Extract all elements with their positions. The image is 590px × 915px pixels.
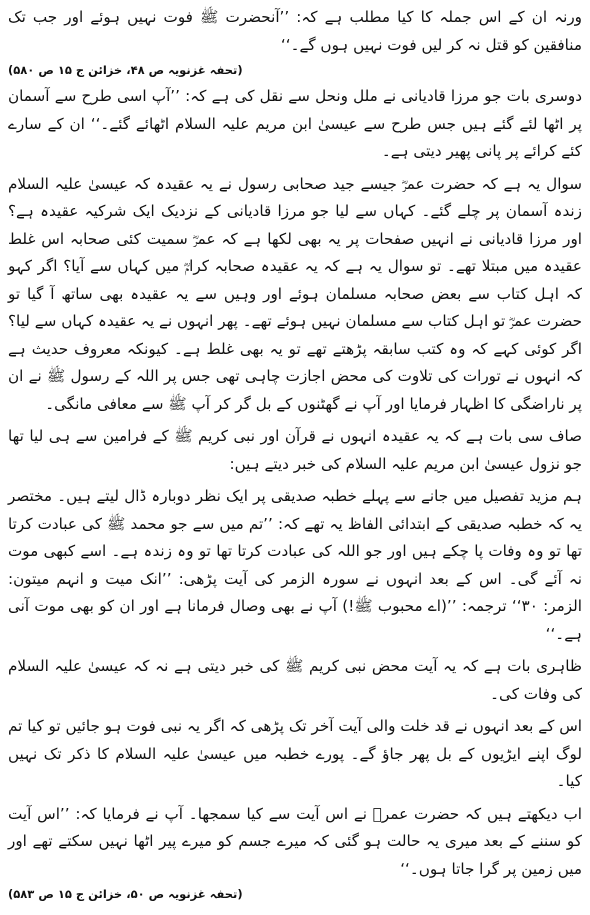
paragraph-6: ظاہری بات ہے کہ یہ آیت محض نبی کریم ﷺ کی خبر دیتی ہے نہ کہ عیسیٰ علیہ السلام کی وفات کی۔ (8, 657, 582, 703)
reference-citation-1: (تحفہ غزنویہ ص ۴۸، خزائن ج ۱۵ ص ۵۸۰) (8, 63, 243, 77)
paragraph-8: اب دیکھتے ہیں کہ حضرت عمرؓ نے اس آیت سے کیا سمجھا۔ آپ نے فرمایا کہ: ’’اس آیت کو سننے کے بعد میری یہ حالت ہو گئی کہ میرے جسم کو میرے پیر اٹھا نہیں سکتے تھے اور میں زمین پر گرا جاتا ہوں۔‘‘ (8, 804, 582, 878)
paragraph-7: اس کے بعد انہوں نے قد خلت والی آیت آخر تک پڑھی کہ اگر یہ نبی فوت ہو جائیں تو کیا تم لوگ اپنے ایڑیوں کے بل پھر جاؤ گے۔ پورے خطبہ میں عیسیٰ علیہ السلام کا ذکر تک نہیں کیا۔ (8, 717, 582, 790)
reference-citation-2: (تحفہ غزنویہ ص ۵۰، خزائن ج ۱۵ ص ۵۸۳) (8, 887, 243, 901)
paragraph-2: دوسری بات جو مرزا قادیانی نے ملل ونحل سے نقل کی ہے کہ: ’’آپ اسی طرح سے آسمان پر اٹھا لئے گئے ہیں جس طرح سے عیسیٰ ابن مریم علیہ السلام اٹھائے گئے۔‘‘ ان کے سارے کئے کرائے پر پانی پھیر دیتی ہے۔ (8, 87, 582, 160)
paragraph-3: سوال یہ ہے کہ حضرت عمرؓ جیسے جید صحابی رسول نے یہ عقیدہ کہ عیسیٰ علیہ السلام زندہ آسمان پر چلے گئے۔ کہاں سے لیا جو مرزا قادیانی کے نزدیک ایک شرکیہ عقیدہ ہے؟ اور مرزا قادیانی نے انہیں صفحات پر یہ بھی لکھا ہے کہ عمرؓ سمیت کئی صحابہ اس غلط عقیدہ میں مبتلا تھے۔ تو سوال یہ ہے کہ یہ عقیدہ صحابہ کرامؓ میں کہاں سے آیا؟ اگر کہو کہ اہل کتاب سے بعض صحابہ مسلمان ہوئے اور وہیں سے یہ عقیدہ بھی ساتھ آ گیا تو حضرت عمرؓ تو اہل کتاب سے مسلمان نہیں ہوئے تھے۔ پھر انہوں نے یہ عقیدہ کہاں سے لیا؟ اگر کوئی کہے کہ وہ کتب سابقہ پڑھتے تھے تو یہ بھی غلط ہے۔ کیونکہ معروف حدیث ہے کہ انہوں نے تورات کی تلاوت کی محض اجازت چاہی تھی جس پر اللہ کے رسول ﷺ نے ان پر ناراضگی کا اظہار فرمایا اور آپ نے گھٹنوں کے بل گر کر آپ ﷺ سے معافی مانگی۔ (8, 174, 582, 413)
paragraph-5: ہم مزید تفصیل میں جانے سے پہلے خطبہ صدیقی پر ایک نظر دوبارہ ڈال لیتے ہیں۔ مختصر یہ کہ خطبہ صدیقی کے ابتدائی الفاظ یہ تھے کہ: ’’تم میں سے جو محمد ﷺ کی عبادت کرتا تھا تو وہ وفات پا چکے ہیں اور جو اللہ کی عبادت کرتا تھا تو وہ زندہ ہے۔ اسے کبھی موت نہ آئے گی۔ اس کے بعد انہوں نے سورہ الزمر کی آیت پڑھی: ’’انک میت و انہم میتون: الزمر: ۳۰‘‘ ترجمہ: ’’(اے محبوب ﷺ!) آپ نے بھی وصال فرمانا ہے اور ان کو بھی موت آنی ہے۔‘‘ (8, 487, 583, 643)
paragraph-1: ورنہ ان کے اس جملہ کا کیا مطلب ہے کہ: ’’آنحضرت ﷺ فوت نہیں ہوئے اور جب تک منافقین کو قتل نہ کر لیں فوت نہیں ہوں گے۔‘‘ (8, 8, 582, 54)
paragraph-4: صاف سی بات ہے کہ یہ عقیدہ انہوں نے قرآن اور نبی کریم ﷺ کے فرامین سے ہی لیا تھا جو نزول عیسیٰ ابن مریم علیہ السلام کی خبر دیتے ہیں: (8, 427, 582, 473)
